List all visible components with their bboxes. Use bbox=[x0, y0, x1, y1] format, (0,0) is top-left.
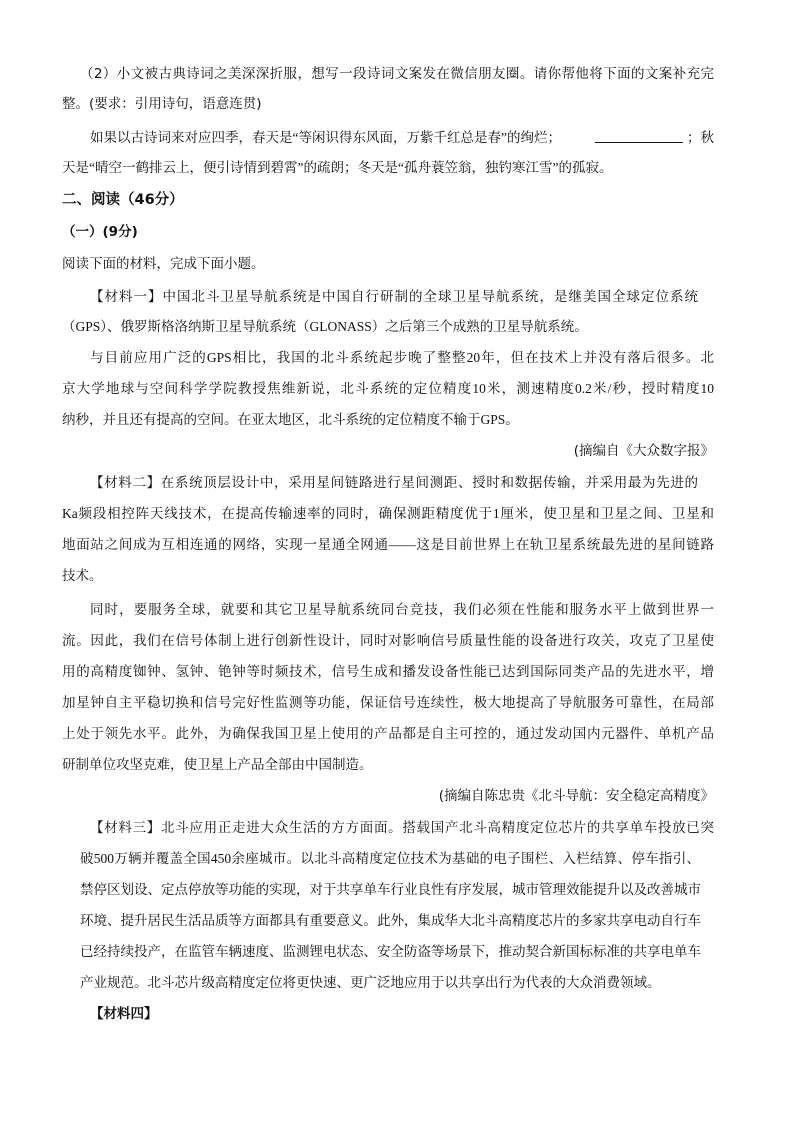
material-3-line-4: 环境、提升居民生活品质等方面都具有重要意义。此外，集成华大北斗高精度芯片的多家共享电动自行车 bbox=[80, 913, 701, 928]
q2-line-3-text: 如果以古诗词来对应四季，春天是“等闲识得东风面，万紫千红总是春”的绚烂； bbox=[90, 130, 561, 145]
material-3-line-2: 破500万辆并覆盖全国450余座城市。以北斗高精度定位技术为基础的电子围栏、入栏结算、停车指引、 bbox=[80, 851, 700, 866]
material-1-line-2: （GPS）、俄罗斯格洛纳斯卫星导航系统（GLONASS）之后第三个成熟的卫星导航系统。 bbox=[62, 319, 588, 334]
material-2-line-2: Ka频段相控阵天线技术，在提高传输速率的同时，确保测距精度优于1厘米，使卫星和卫星之间、卫星和 bbox=[62, 506, 714, 521]
material-1-line-4: 京大学地球与空间科学学院教授焦维新说，北斗系统的定位精度10米，测速精度0.2米/秒，授时精度10 bbox=[62, 381, 714, 396]
material-2-line-4: 技术。 bbox=[62, 568, 103, 583]
reading-intro: 阅读下面的材料，完成下面小题。 bbox=[62, 256, 265, 272]
material-2-line-3: 地面站之间成为互相连通的网络，实现一星通全网通——这是目前世界上在轨卫星系统最先进的星间链路 bbox=[62, 537, 714, 552]
material-3-line-3: 禁停区划设、定点停放等功能的实现，对于共享单车行业良性有序发展，城市管理效能提升以及改善城市 bbox=[80, 882, 701, 897]
q2-line-3-end: ；秋 bbox=[687, 130, 714, 145]
q2-line-3 bbox=[90, 128, 714, 148]
material-2-line-8: 加星钟自主平稳切换和信号完好性监测等功能，保证信号连续性，极大地提高了导航服务可靠性，在局部 bbox=[62, 695, 714, 710]
material-4-heading: 【材料四】 bbox=[90, 1006, 158, 1021]
material-2-line-9: 上处于领先水平。此外，为确保我国卫星上使用的产品都是自主可控的，通过发动国内元器件、单机产品 bbox=[62, 726, 714, 741]
material-2-source: (摘编自陈忠贵《北斗导航：安全稳定高精度》 bbox=[438, 788, 714, 804]
material-2-line-7: 用的高精度铷钟、氢钟、铯钟等时频技术，信号生成和播发设备性能已达到国际同类产品的先进水平，增 bbox=[62, 664, 714, 679]
answer-blank[interactable] bbox=[595, 128, 683, 143]
material-1-line-3: 与目前应用广泛的GPS相比，我国的北斗系统起步晚了整整20年，但在技术上并没有落后很多。北 bbox=[90, 350, 714, 365]
material-1-source: (摘编自《大众数字报》 bbox=[573, 443, 714, 459]
material-2-line-5: 同时，要服务全球，就要和其它卫星导航系统同台竞技，我们必须在性能和服务水平上做到世界一 bbox=[90, 602, 714, 617]
subsection-heading: （一）(9分) bbox=[62, 224, 138, 240]
q2-line-2: 整。(要求：引用诗句，语意连贯) bbox=[62, 96, 262, 112]
q2-line-1: （2）小文被古典诗词之美深深折服，想写一段诗词文案发在微信朋友圈。请你帮他将下面的文案补充完 bbox=[80, 66, 714, 82]
material-3-line-5: 已经持续投产，在监管车辆速度、监测锂电状态、安全防盗等场景下，推动契合新国标标准的共享电单车 bbox=[80, 944, 701, 959]
material-2-line-10: 研制单位攻坚克难，使卫星上产品全部由中国制造。 bbox=[62, 757, 373, 772]
section-heading: 二、阅读（46分） bbox=[62, 192, 184, 208]
material-3-line-6: 产业规范。北斗芯片级高精度定位将更快速、更广泛地应用于以共享出行为代表的大众消费领域。 bbox=[80, 975, 661, 990]
q2-line-4: 天是“晴空一鹤排云上，便引诗情到碧霄”的疏朗；冬天是“孤舟蓑笠翁，独钓寒江雪”的孤寂。 bbox=[62, 160, 613, 175]
material-1-line-5: 纳秒，并且还有提高的空间。在亚太地区，北斗系统的定位精度不输于GPS。 bbox=[62, 412, 519, 427]
material-2-line-6: 流。因此，我们在信号体制上进行创新性设计，同时对影响信号质量性能的设备进行攻关，攻克了卫星使 bbox=[62, 633, 714, 648]
material-2-line-1: 【材料二】在系统顶层设计中，采用星间链路进行星间测距、授时和数据传输，并采用最为先进的 bbox=[90, 475, 698, 490]
material-3-line-1: 【材料三】北斗应用正走进大众生活的方方面面。搭载国产北斗高精度定位芯片的共享单车投放已突 bbox=[90, 820, 714, 835]
material-1-line-1: 【材料一】中国北斗卫星导航系统是中国自行研制的全球卫星导航系统，是继美国全球定位系统 bbox=[90, 289, 698, 304]
